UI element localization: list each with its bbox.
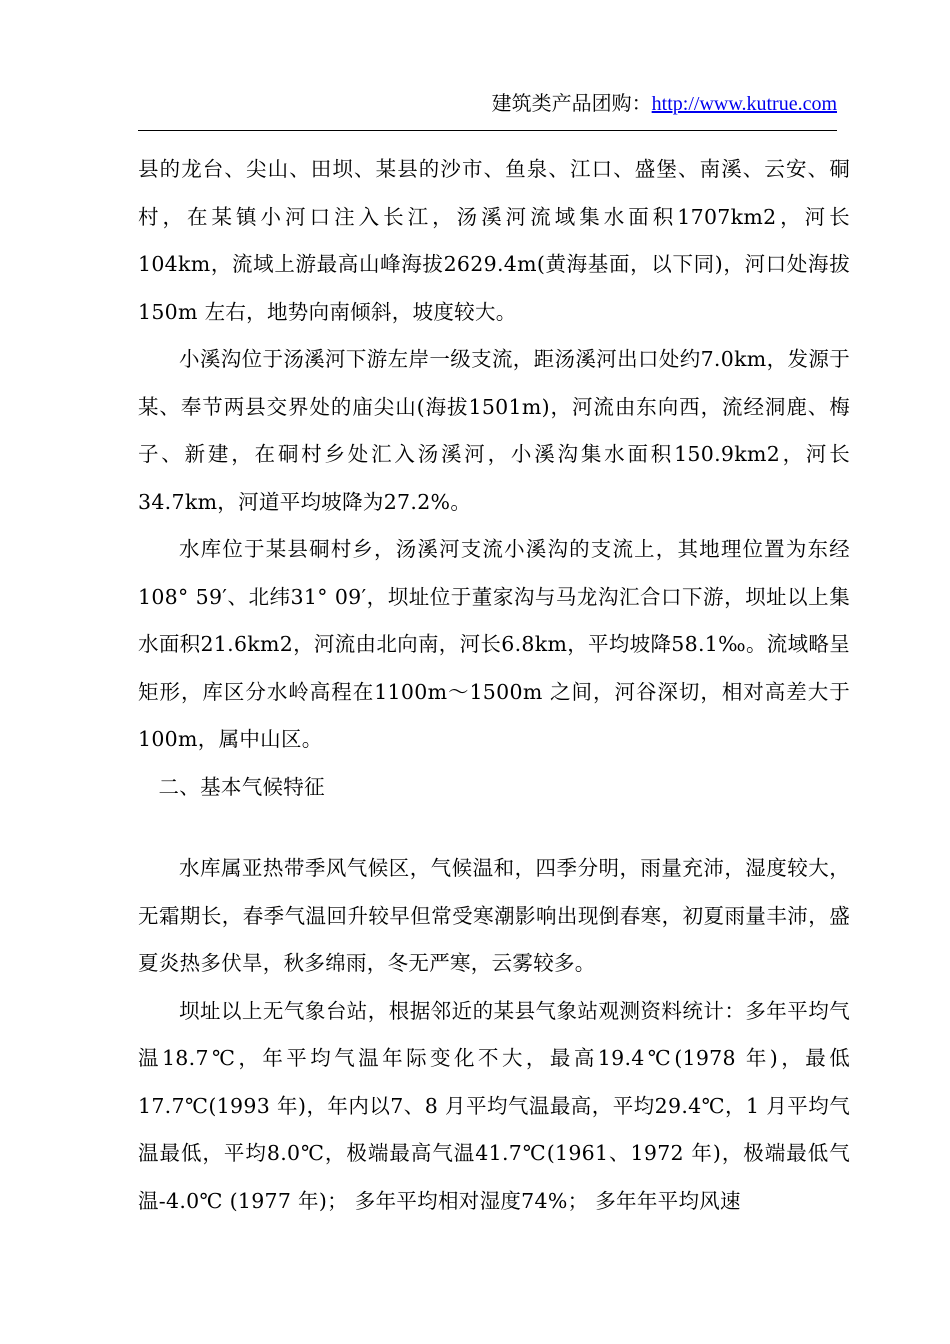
paragraph-climate-overview: 水库属亚热带季风气候区，气候温和，四季分明，雨量充沛，湿度较大，无霜期长，春季气温回升较早但常受寒潮影响出现倒春寒，初夏雨量丰沛，盛夏炎热多伏旱，秋多绵雨，冬无严寒，云雾较多。 bbox=[138, 856, 850, 975]
paragraph-watershed-continued: 县的龙台、尖山、田坝、某县的沙市、鱼泉、江口、盛堡、南溪、云安、硐村，在某镇小河口注入长江，汤溪河流域集水面积1707km2，河长104km，流域上游最高山峰海拔2629.4m(黄海基面，以下同)，河口处海拔150m 左右，地势向南倾斜，坡度较大。 bbox=[138, 157, 850, 324]
header-link[interactable]: http://www.kutrue.com bbox=[651, 93, 837, 115]
paragraph-reservoir-location: 水库位于某县硐村乡，汤溪河支流小溪沟的支流上，其地理位置为东经108° 59′、北纬31° 09′，坝址位于董家沟与马龙沟汇合口下游，坝址以上集水面积21.6km2，河流由北向南，河长6.8km，平均坡降58.1‰。流域略呈矩形，库区分水岭高程在1100m～1500m 之间，河谷深切，相对高差大于100m，属中山区。 bbox=[138, 537, 850, 751]
paragraph-xiaoxigou: 小溪沟位于汤溪河下游左岸一级支流，距汤溪河出口处约7.0km，发源于某、奉节两县交界处的庙尖山(海拔1501m)，河流由东向西，流经洞鹿、梅子、新建，在硐村乡处汇入汤溪河，小溪沟集水面积150.9km2，河长34.7km，河道平均坡降为27.2%。 bbox=[138, 347, 850, 514]
header-label: 建筑类产品团购： bbox=[491, 91, 652, 115]
section-heading-climate: 二、基本气候特征 bbox=[158, 774, 325, 799]
document-body bbox=[138, 146, 850, 1225]
paragraph-climate-statistics: 坝址以上无气象台站，根据邻近的某县气象站观测资料统计：多年平均气温18.7℃，年平均气温年际变化不大，最高19.4℃(1978 年)，最低17.7℃(1993 年)，年内以7、8 月平均气温最高，平均29.4℃，1 月平均气温最低，平均8.0℃，极端最高气温41.7℃(1961、1972 年)，极端最低气温-4.0℃ (1977 年)； 多年平均相对湿度74%； 多年年平均风速 bbox=[138, 998, 850, 1213]
page-header bbox=[138, 88, 837, 131]
